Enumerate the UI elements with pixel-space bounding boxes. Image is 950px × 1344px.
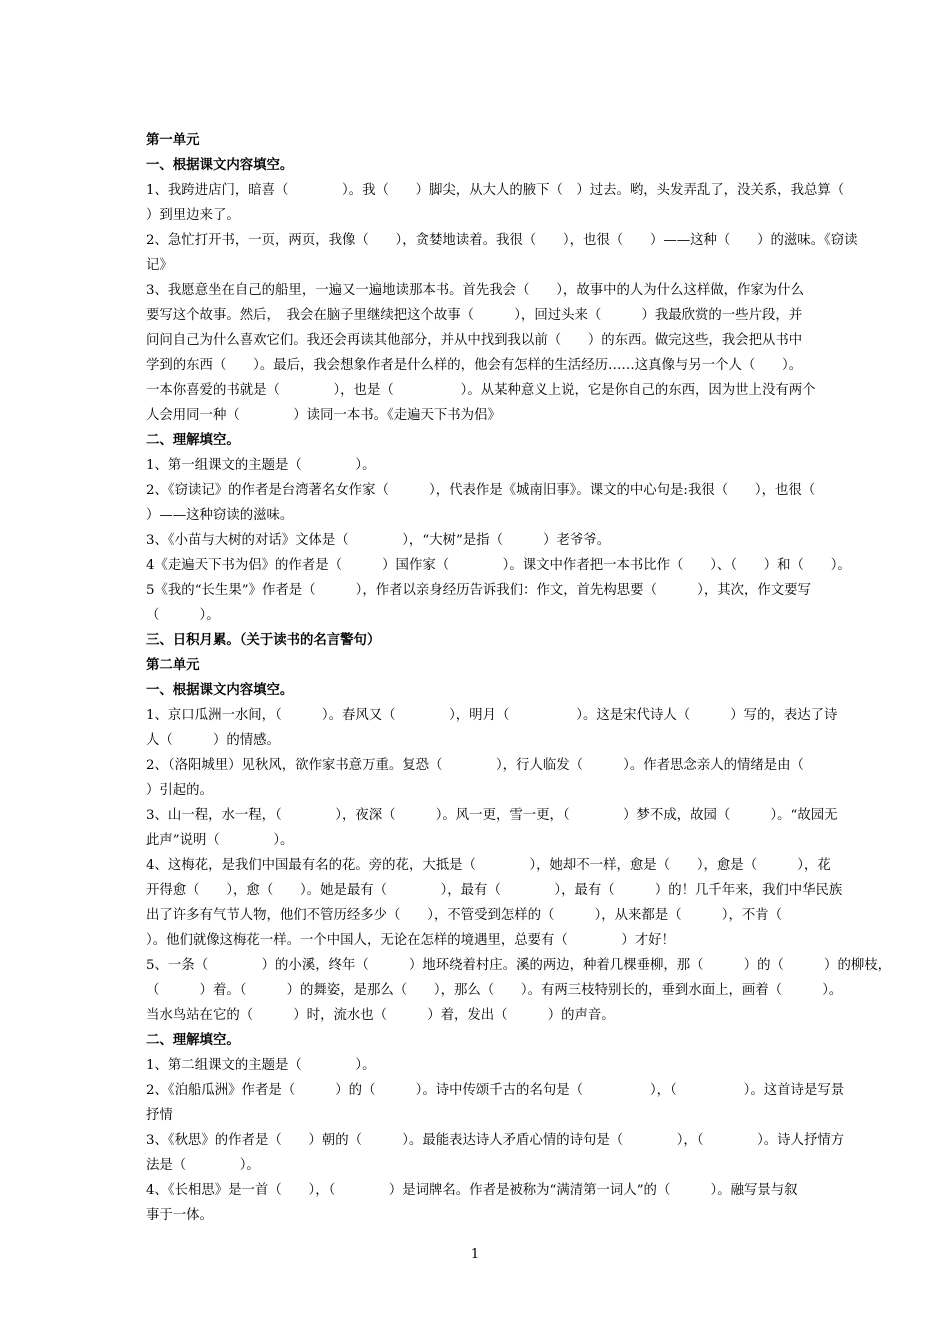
text-line: 人会用同一种（ ）读同一本书。《走遍天下书为侣》 — [146, 408, 501, 423]
text-line: 5《我的“长生果”》作者是（ ），作者以亲身经历告诉我们：作文，首先构思要（ ），其次，作文要写 — [146, 583, 811, 598]
document-body — [146, 128, 891, 1228]
text-line: 记》 — [146, 258, 173, 273]
text-line: ）——这种窃读的滋味。 — [146, 508, 294, 523]
text-line: 抒情 — [146, 1108, 173, 1123]
text-line: 3、山一程，水一程，（ ），夜深（ ）。风一更，雪一更，（ ）梦不成，故园（ ）。“故园无 — [146, 808, 838, 823]
section-heading: 三、日积月累。（关于读书的名言警句） — [146, 632, 381, 648]
text-line: 2、《窃读记》的作者是台湾著名女作家（ ），代表作是《城南旧事》。课文的中心句是:我很（ ），也很（ — [146, 483, 816, 498]
text-line: 3、《小苗与大树的对话》文体是（ ），“大树”是指（ ）老爷爷。 — [146, 533, 611, 548]
text-line: 3、《秋思》的作者是（ ）朝的（ ）。最能表达诗人矛盾心情的诗句是（ ），（ ）。诗人抒情方 — [146, 1133, 845, 1148]
section-heading: 一、根据课文内容填空。 — [146, 157, 294, 173]
text-line: 人（ ）的情感。 — [146, 733, 280, 748]
text-line: 法是（ ）。 — [146, 1158, 260, 1173]
text-line: 4、《长相思》是一首（ ），（ ）是词牌名。作者是被称为“满清第一词人”的（ ）。融写景与叙 — [146, 1183, 798, 1198]
text-line: 4《走遍天下书为侣》的作者是（ ）国作家（ ）。课文中作者把一本书比作（ ）、（ ）和（ ）。 — [146, 558, 851, 573]
text-line: ）到里边来了。 — [146, 208, 240, 223]
text-line: 一本你喜爱的书就是（ ），也是（ ）。从某种意义上说，它是你自己的东西，因为世上没有两个 — [146, 383, 816, 398]
text-line: 开得愈（ ），愈（ ）。她是最有（ ），最有（ ），最有（ ）的！几千年来，我们中华民族 — [146, 883, 843, 898]
text-line: 出了许多有气节人物，他们不管历经多少（ ），不管受到怎样的（ ），从来都是（ ），不肯（ — [146, 908, 783, 923]
section-heading: 第二单元 — [146, 657, 200, 673]
page-number: 1 — [470, 1247, 480, 1262]
text-line: 5、一条（ ）的小溪，终年（ ）地环绕着村庄。溪的两边，种着几棵垂柳，那（ ）的（ ）的柳枝， — [146, 958, 891, 973]
text-line: 事于一体。 — [146, 1208, 213, 1223]
text-line: ）引起的。 — [146, 783, 213, 798]
section-heading: 二、理解填空。 — [146, 432, 240, 448]
text-line: 问问自己为什么喜欢它们。我还会再读其他部分，并从中找到我以前（ ）的东西。做完这些，我会把从书中 — [146, 333, 803, 348]
text-line: （ ）着。（ ）的舞姿，是那么（ ），那么（ ）。有两三枝特别长的，垂到水面上，画着（ ）。 — [146, 983, 843, 998]
section-heading: 二、理解填空。 — [146, 1032, 240, 1048]
text-line: 2、急忙打开书，一页，两页，我像（ ），贪婪地读着。我很（ ），也很（ ）——这种（ ）的滋味。《窃读 — [146, 233, 858, 248]
text-line: 学到的东西（ ）。最后，我会想象作者是什么样的，他会有怎样的生活经历……这真像与另一个人（ ）。 — [146, 358, 803, 373]
text-line: 2、（洛阳城里）见秋风，欲作家书意万重。复恐（ ），行人临发（ ）。作者思念亲人的情绪是由（ — [146, 758, 804, 773]
text-line: 1、京口瓜洲一水间，（ ）。春风又（ ），明月（ ）。这是宋代诗人（ ）写的，表达了诗 — [146, 708, 838, 723]
text-line: 1、我跨进店门，暗喜（ ）。我（ ）脚尖，从大人的腋下（ ）过去。哟，头发弄乱了，没关系，我总算（ — [146, 183, 845, 198]
section-heading: 第一单元 — [146, 132, 200, 148]
text-line: 3、我愿意坐在自己的船里，一遍又一遍地读那本书。首先我会（ ），故事中的人为什么这样做，作家为什么 — [146, 283, 804, 298]
text-line: 此声”说明（ ）。 — [146, 833, 294, 848]
text-line: 当水鸟站在它的（ ）时，流水也（ ）着，发出（ ）的声音。 — [146, 1008, 615, 1023]
text-line: 2、《泊船瓜洲》作者是（ ）的（ ）。诗中传颂千古的名句是（ ），（ ）。这首诗是写景 — [146, 1083, 845, 1098]
text-line: ）。他们就像这梅花一样。一个中国人，无论在怎样的境遇里，总要有（ ）才好！ — [146, 933, 675, 948]
text-line: 4、这梅花，是我们中国最有名的花。旁的花，大抵是（ ），她却不一样，愈是（ ），愈是（ ），花 — [146, 858, 831, 873]
text-line: 1、第一组课文的主题是（ ）。 — [146, 458, 376, 473]
section-heading: 一、根据课文内容填空。 — [146, 682, 294, 698]
text-line: 1、第二组课文的主题是（ ）。 — [146, 1058, 376, 1073]
text-line: 要写这个故事。然后， 我会在脑子里继续把这个故事（ ），回过头来（ ）我最欣赏的一些片段，并 — [146, 308, 803, 323]
text-line: （ ）。 — [146, 608, 220, 623]
